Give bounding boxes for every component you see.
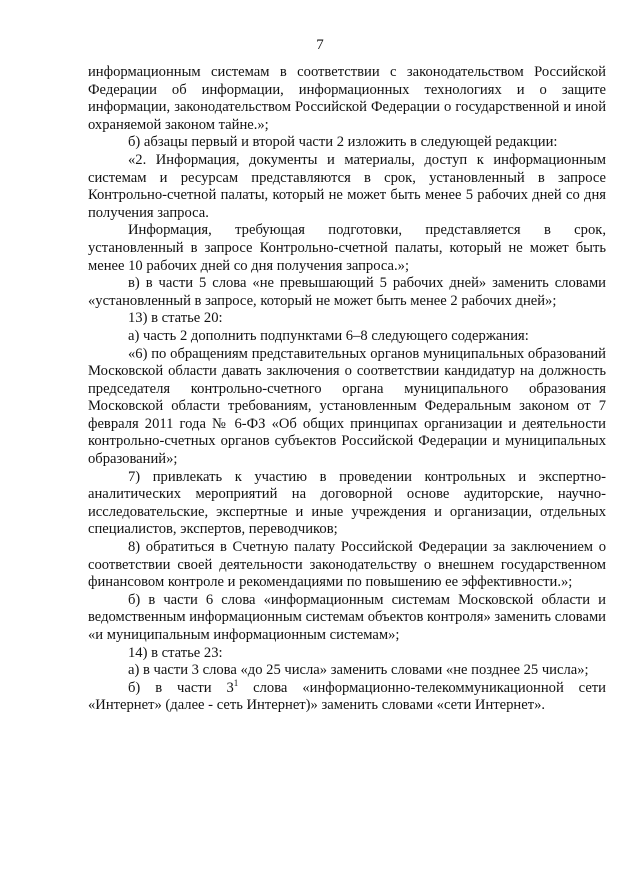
paragraph-item-b-part-6: б) в части 6 слова «информационным системам Московской области и ведомственным информационным системам объектов контроля» заменить словами «и муниципальным информационным системам»; <box>88 591 606 643</box>
paragraph-text-before: б) в части 3 <box>128 679 234 696</box>
paragraph-subitem-8: 8) обратиться в Счетную палату Российской Федерации за заключением о соответствии своей деятельности законодательству о внешнем государственном финансовом контроле и рекомендациями по повышению ее эффективности.»; <box>88 539 606 591</box>
paragraph-continuation: информационным системам в соответствии с законодательством Российской Федерации об информации, информационных технологиях и о защите информации, законодательством Российской Федерации о государственной и иной охраняемой законом тайне.»; <box>88 64 606 133</box>
paragraph-item-b-part-3-1 <box>88 677 606 715</box>
paragraph-item-v: в) в части 5 слова «не превышающий 5 рабочих дней» заменить словами «установленный в запросе, который не может быть менее 2 рабочих дней»; <box>88 275 606 309</box>
paragraph-item-13: 13) в статье 20: <box>128 310 223 327</box>
paragraph-subitem-7: 7) привлекать к участию в проведении контрольных и экспертно-аналитических мероприятий на договорной основе аудиторские, научно-исследовательские, экспертные и иные учреждения и организации, отдельных специалистов, экспертов, переводчиков; <box>88 468 606 538</box>
paragraph-quote-part-2: «2. Информация, документы и материалы, доступ к информационным системам и ресурсам представляются в срок, установленный в запросе Контрольно-счетной палаты, который не может быть менее 5 рабочих дней со дня получения запроса. <box>88 151 606 221</box>
paragraph-subitem-6: «6) по обращениям представительных органов муниципальных образований Московской области давать заключения о соответствии кандидатур на должность председателя контрольно-счетного органа муниципального образования Московской области требованиям, установленным Федеральным законом от 7 февраля 2011 года № 6-ФЗ «Об общих принципах организации и деятельности контрольно-счетных органов субъектов Российской Федерации и муниципальных образований»; <box>88 345 606 468</box>
paragraph-item-b: б) абзацы первый и второй части 2 изложить в следующей редакции: <box>128 134 558 151</box>
paragraph-text-after: слова «информационно-телекоммуникационной сети «Интернет» (далее - сеть Интернет)» заменить словами «сети Интернет». <box>88 679 606 714</box>
document-body <box>88 64 606 715</box>
paragraph-item-14: 14) в статье 23: <box>128 644 223 661</box>
paragraph-info-prep: Информация, требующая подготовки, представляется в срок, установленный в запросе Контрольно-счетной палаты, который не может быть менее 10 рабочих дней со дня получения запроса.»; <box>88 222 606 274</box>
superscript-index: 1 <box>233 677 239 688</box>
paragraph-item-a-article-23: а) в части 3 слова «до 25 числа» заменить словами «не позднее 25 числа»; <box>128 662 589 679</box>
page-number: 7 <box>316 37 324 53</box>
paragraph-item-a-article-20: а) часть 2 дополнить подпунктами 6–8 следующего содержания: <box>128 327 529 344</box>
